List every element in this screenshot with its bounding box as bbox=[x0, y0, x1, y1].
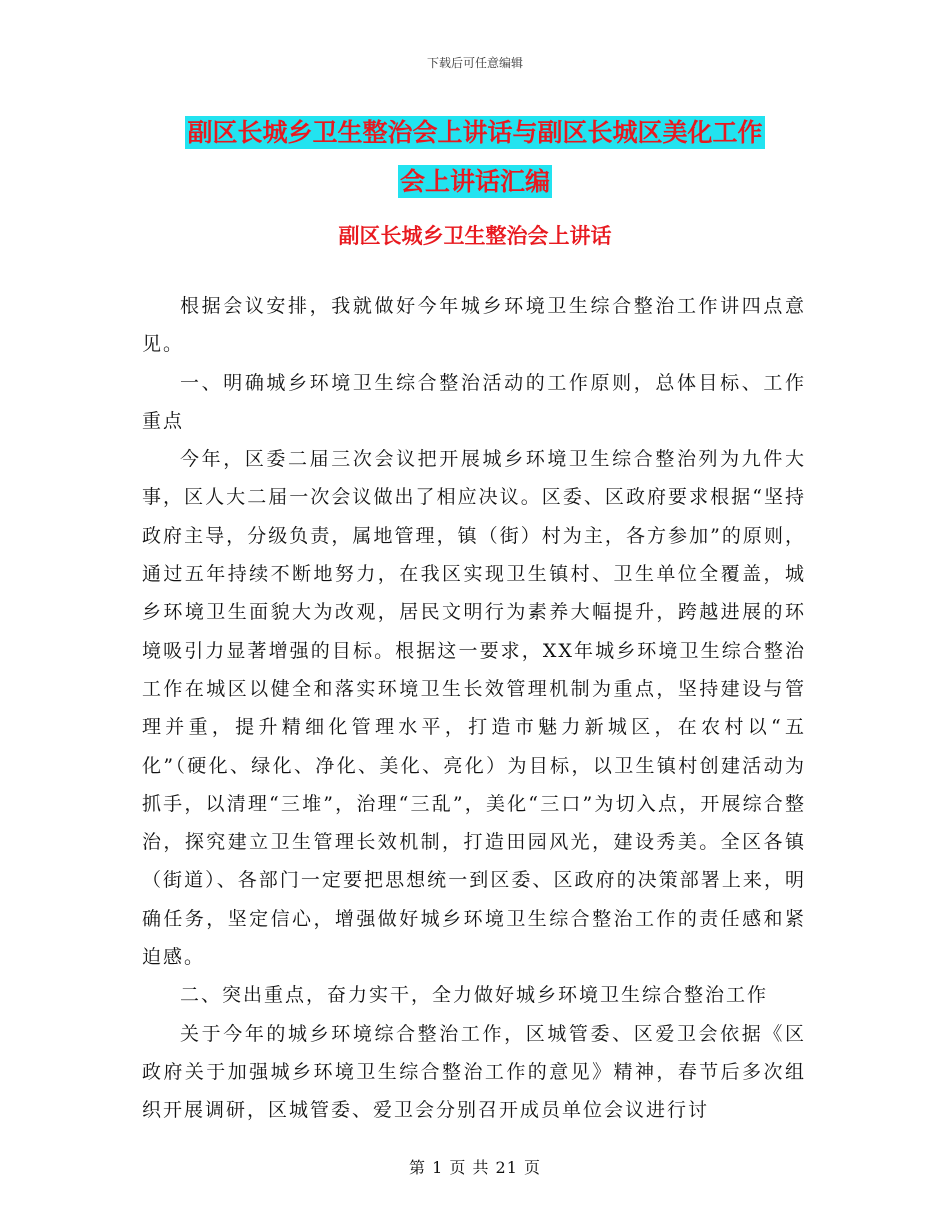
paragraph: 今年，区委二届三次会议把开展城乡环境卫生综合整治列为九件大事，区人大二届一次会议做出了相应决议。区委、区政府要求根据“坚持政府主导，分级负责，属地管理，镇（街）村为主，各方参加”的原则，通过五年持续不断地努力，在我区实现卫生镇村、卫生单位全覆盖，城乡环境卫生面貌大为改观，居民文明行为素养大幅提升，跨越进展的环境吸引力显著增强的目标。根据这一要求，XX年城乡环境卫生综合整治工作在城区以健全和落实环境卫生长效管理机制为重点，坚持建设与管理并重，提升精细化管理水平，打造市魅力新城区，在农村以“五化”（硬化、绿化、净化、美化、亮化）为目标，以卫生镇村创建活动为抓手，以清理“三堆”，治理“三乱”，美化“三口”为切入点，开展综合整治，探究建立卫生管理长效机制，打造田园风光，建设秀美。全区各镇（街道）、各部门一定要把思想统一到区委、区政府的决策部署上来，明确任务，坚定信心，增强做好城乡环境卫生综合整治工作的责任感和紧迫感。 bbox=[142, 448, 806, 969]
paragraph: 根据会议安排，我就做好今年城乡环境卫生综合整治工作讲四点意见。 bbox=[142, 295, 806, 356]
title-line-1: 副区长城乡卫生整治会上讲话与副区长城区美化工作 bbox=[187, 118, 763, 147]
paragraph: 二、突出重点，奋力实干，全力做好城乡环境卫生综合整治工作 bbox=[180, 984, 769, 1007]
document-title bbox=[140, 108, 810, 206]
paragraph: 一、明确城乡环境卫生综合整治活动的工作原则，总体目标、工作重点 bbox=[142, 371, 806, 432]
paragraph: 关于今年的城乡环境综合整治工作，区城管委、区爱卫会依据《区政府关于加强城乡环境卫生综合整治工作的意见》精神，春节后多次组织开展调研，区城管委、爱卫会分别召开成员单位会议进行讨 bbox=[142, 1022, 806, 1122]
page-footer: 第 1 页 共 21 页 bbox=[409, 1158, 541, 1177]
title-line-2: 会上讲话汇编 bbox=[399, 167, 550, 196]
section-title: 副区长城乡卫生整治会上讲话 bbox=[338, 223, 612, 248]
page-header: 下载后可任意编辑 bbox=[426, 56, 523, 70]
body-text bbox=[142, 287, 806, 1130]
